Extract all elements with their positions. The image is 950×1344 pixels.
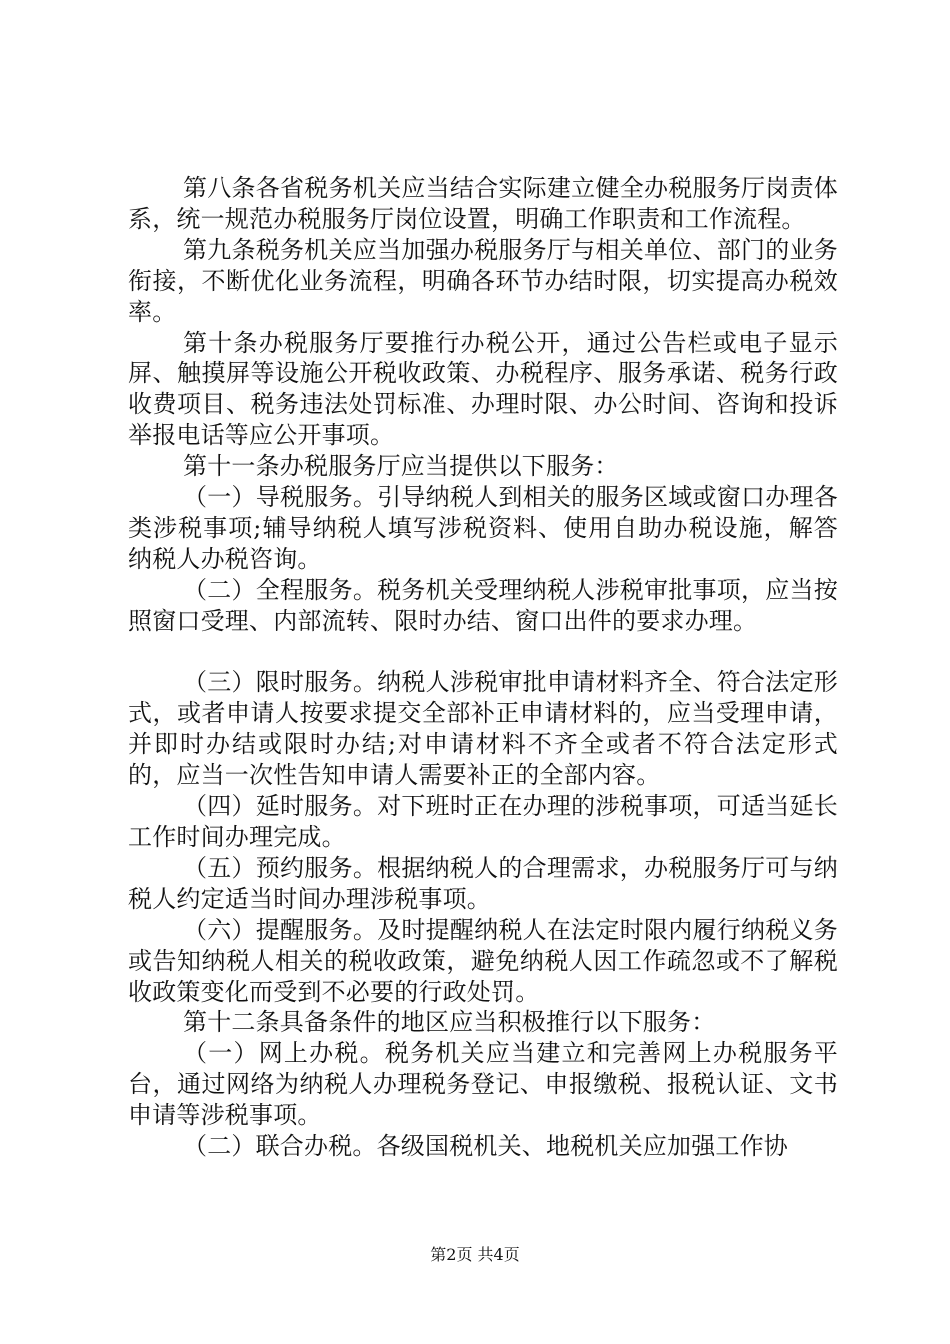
- page-footer: 第2页 共4页: [430, 1245, 520, 1264]
- appointment-service-paragraph: （五）预约服务。根据纳税人的合理需求，办税服务厅可与纳税人约定适当时间办理涉税事项。: [128, 853, 838, 913]
- guidance-service-paragraph: （一）导税服务。引导纳税人到相关的服务区域或窗口办理各类涉税事项;辅导纳税人填写涉税资料、使用自助办税设施，解答纳税人办税咨询。: [128, 483, 838, 573]
- article-12-paragraph: 第十二条具备条件的地区应当积极推行以下服务：: [183, 1008, 716, 1037]
- joint-tax-paragraph: （二）联合办税。各级国税机关、地税机关应加强工作协: [183, 1132, 788, 1161]
- article-9-paragraph: 第九条税务机关应当加强办税服务厅与相关单位、部门的业务衔接，不断优化业务流程，明确各环节办结时限，切实提高办税效率。: [128, 235, 838, 326]
- article-8-paragraph: 第八条各省税务机关应当结合实际建立健全办税服务厅岗责体系，统一规范办税服务厅岗位设置，明确工作职责和工作流程。: [128, 174, 838, 233]
- reminder-service-paragraph: （六）提醒服务。及时提醒纳税人在法定时限内履行纳税义务或告知纳税人相关的税收政策，避免纳税人因工作疏忽或不了解税收政策变化而受到不必要的行政处罚。: [128, 915, 838, 1006]
- extended-hours-service-paragraph: （四）延时服务。对下班时正在办理的涉税事项，可适当延长工作时间办理完成。: [128, 792, 838, 852]
- document-body: [128, 173, 838, 1162]
- full-process-service-paragraph: （二）全程服务。税务机关受理纳税人涉税审批事项，应当按照窗口受理、内部流转、限时办结、窗口出件的要求办理。: [128, 575, 838, 635]
- article-11-paragraph: 第十一条办税服务厅应当提供以下服务：: [183, 452, 619, 481]
- article-10-paragraph: 第十条办税服务厅要推行办税公开，通过公告栏或电子显示屏、触摸屏等设施公开税收政策、办税程序、服务承诺、税务行政收费项目、税务违法处罚标准、办理时限、办公时间、咨询和投诉举报电话等应公开事项。: [128, 328, 838, 450]
- online-tax-paragraph: （一）网上办税。税务机关应当建立和完善网上办税服务平台，通过网络为纳税人办理税务登记、申报缴税、报税认证、文书申请等涉税事项。: [128, 1039, 838, 1130]
- time-limited-service-paragraph: （三）限时服务。纳税人涉税审批申请材料齐全、符合法定形式，或者申请人按要求提交全部补正申请材料的，应当受理申请，并即时办结或限时办结;对申请材料不齐全或者不符合法定形式的，应当一次性告知申请人需要补正的全部内容。: [128, 668, 838, 790]
